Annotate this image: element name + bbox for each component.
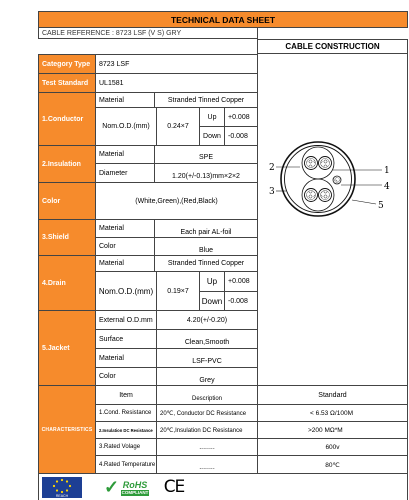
cable-construction-title: CABLE CONSTRUCTION (257, 39, 408, 54)
shield-material-label: Material (95, 219, 155, 238)
char-std-head: Standard (257, 385, 408, 405)
char-r3-desc: ........ (156, 438, 258, 456)
insulation-diameter-label: Diameter (95, 163, 155, 183)
conductor-up-label: Up (199, 107, 225, 127)
reach-logo (42, 477, 82, 498)
conductor-down-label: Down (199, 126, 225, 146)
callout-2: 2 (269, 163, 275, 173)
char-r4-std: 80℃ (257, 455, 408, 474)
characteristics-label: CHARACTERISTICS (38, 385, 96, 474)
jacket-label: 5.Jacket (38, 310, 96, 386)
insulation-label: 2.Insulation (38, 145, 96, 183)
rohs-logo (104, 477, 152, 498)
color-value: (White,Green),(Red,Black) (95, 182, 258, 220)
standard-value: UL1581 (95, 73, 258, 93)
insulation-diameter: 1.20(+/-0.13)mm×2×2 (154, 163, 258, 183)
jacket-ext-label: External O.D.mm (95, 310, 157, 330)
conductor-down: -0.008 (224, 126, 258, 146)
drain-material-label: Material (95, 255, 155, 272)
eu-stars-icon (42, 478, 82, 494)
jacket-color: Grey (156, 367, 258, 386)
drain-up: +0.008 (224, 271, 258, 292)
drain-od-label: Nom.O.D.(mm) (95, 271, 157, 311)
drain-od: 0.19×7 (156, 271, 200, 311)
char-r1-std: < 6.53 Ω/100M (257, 404, 408, 422)
jacket-ext: 4.20(+/-0.20) (156, 310, 258, 330)
shield-material: Each pair AL-foil (154, 219, 258, 238)
category-value: 8723 LSF (95, 54, 258, 74)
conductor-material-label: Material (95, 92, 155, 108)
category-label: Category Type (38, 54, 96, 74)
rohs-text: RoHS (122, 479, 148, 490)
char-r2-std: >200 MΩ*M (257, 421, 408, 439)
callout-4: 4 (384, 182, 390, 192)
drain-down-label: Down (199, 291, 225, 311)
jacket-surface-label: Surface (95, 329, 157, 349)
conductor-od: 0.24×7 (156, 107, 200, 146)
char-r2-item: 2.Insulation DC Resistance (95, 421, 157, 439)
jacket-material-label: Material (95, 348, 157, 368)
char-r1-item: 1.Cond. Resistance (95, 404, 157, 422)
ce-logo (162, 476, 186, 498)
reach-text: REACH (55, 493, 69, 498)
ce-text: CE (163, 477, 185, 497)
conductor-material: Stranded Tinned Copper (154, 92, 258, 108)
char-desc-head: Description (156, 385, 258, 405)
char-r3-std: 600v (257, 438, 408, 456)
drain-material: Stranded Tinned Copper (154, 255, 258, 272)
cable-reference: CABLE REFERENCE : 8723 LSF (V S) GRY (38, 27, 258, 39)
char-r1-desc: 20℃, Conductor DC Resistance (156, 404, 258, 422)
char-r3-item: 3.Rated Volage (95, 438, 157, 456)
check-icon: ✓ (104, 477, 120, 497)
shield-label: 3.Shield (38, 219, 96, 256)
standard-label: Test Standard (38, 73, 96, 93)
cable-cross-section-diagram (258, 54, 407, 386)
jacket-color-label: Color (95, 367, 157, 386)
drain-up-label: Up (199, 271, 225, 292)
logo-strip (38, 473, 408, 500)
jacket-material: LSF-PVC (156, 348, 258, 368)
sheet-title: TECHNICAL DATA SHEET (38, 11, 408, 28)
insulation-material-label: Material (95, 145, 155, 164)
shield-color: Blue (154, 237, 258, 256)
shield-color-label: Color (95, 237, 155, 256)
rohs-compliant-text: COMPLIANT (121, 489, 149, 495)
drain-label: 4.Drain (38, 255, 96, 311)
conductor-label: 1.Conductor (38, 92, 96, 146)
conductor-up: +0.008 (224, 107, 258, 127)
drain-down: -0.008 (224, 291, 258, 311)
callout-3: 3 (269, 187, 275, 197)
insulation-material: SPE (154, 145, 258, 164)
char-item-head: Item (95, 385, 157, 405)
conductor-od-label: Nom.O.D.(mm) (95, 107, 157, 146)
callout-5: 5 (378, 201, 384, 211)
char-r2-desc: 20℃,Insulation DC Resistance (156, 421, 258, 439)
color-label: Color (38, 182, 96, 220)
jacket-surface: Clean,Smooth (156, 329, 258, 349)
char-r4-item: 4.Rated Temperature (95, 455, 157, 474)
callout-1: 1 (384, 166, 390, 176)
char-r4-desc: ........ (156, 455, 258, 474)
